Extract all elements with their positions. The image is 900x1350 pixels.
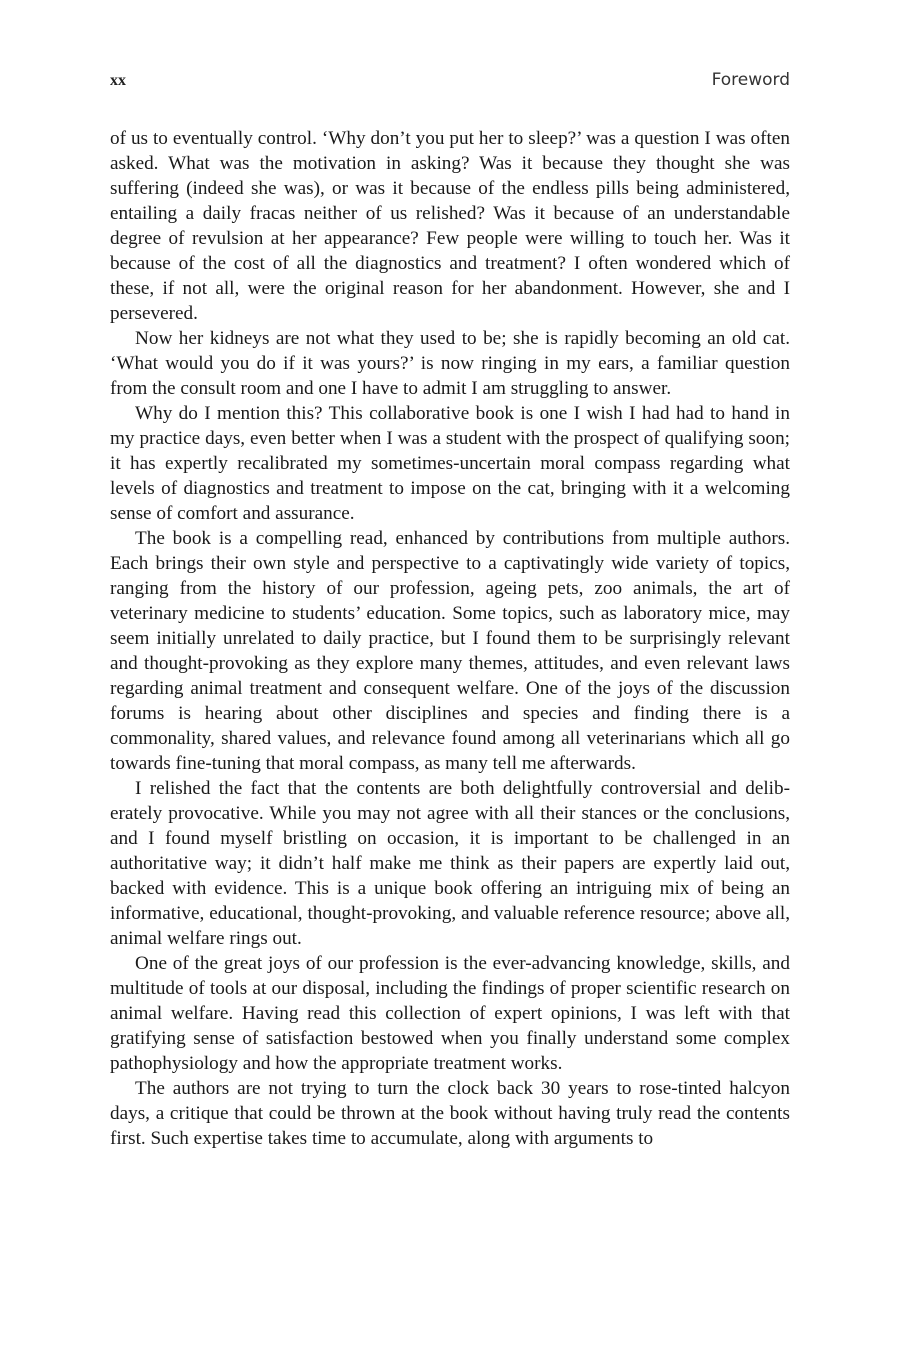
section-title: Foreword: [711, 70, 790, 90]
paragraph: The authors are not trying to turn the clock back 30 years to rose-tinted halcyon days, a critique that could be thrown at the book without having truly read the contents first. Such expertise takes time to accumulate, along with arguments to: [110, 1078, 790, 1149]
page-number: xx: [110, 72, 126, 89]
paragraph: I relished the fact that the contents are both delightfully controversial and deliberately provocative. While you may not agree with all their stances or the conclusions, and I found myself bristling on occasion, it is important to be challenged in an authoritative way; it didn’t half make me think as their papers are expertly laid out, backed with evidence. This is a unique book offering an intriguing mix of being an informative, educational, thought-provoking, and valuable reference resource; above all, animal welfare rings out.: [110, 778, 790, 949]
running-head: [110, 70, 790, 94]
paragraph: One of the great joys of our profession is the ever-advancing knowledge, skills, and multitude of tools at our disposal, including the findings of proper scientific research on animal welfare. Having read this collection of expert opinions, I was left with that gratifying sense of satisfaction bestowed when you finally understand some complex pathophysiology and how the appropriate treatment works.: [110, 953, 790, 1074]
paragraph: The book is a compelling read, enhanced by contributions from multiple authors. Each brings their own style and perspective to a captivatingly wide variety of topics, ranging from the history of our profession, ageing pets, zoo animals, the art of veterinary medicine to students’ education. Some topics, such as laboratory mice, may seem initially unrelated to daily practice, but I found them to be surprisingly relevant and thought-provoking as they explore many themes, attitudes, and even relevant laws regarding animal treatment and consequent welfare. One of the joys of the discussion forums is hearing about other disciplines and species and finding there is a commonality, shared values, and relevance found among all veterinarians which all go towards fine-tuning that moral compass, as many tell me afterwards.: [110, 528, 790, 774]
paragraph: Now her kidneys are not what they used to be; she is rapidly becoming an old cat. ‘What would you do if it was yours?’ is now ringing in my ears, a familiar question from the consult room and one I have to admit I am struggling to answer.: [110, 328, 790, 399]
paragraph: Why do I mention this? This collaborative book is one I wish I had had to hand in my practice days, even better when I was a student with the prospect of qualifying soon; it has expertly recalibrated my sometimes-uncertain moral compass regarding what levels of diagnostics and treatment to impose on the cat, bringing with it a welcoming sense of comfort and assurance.: [110, 403, 790, 524]
paragraph: of us to eventually control. ‘Why don’t you put her to sleep?’ was a question I was often asked. What was the motivation in asking? Was it because they thought she was suffering (indeed she was), or was it because of the endless pills being administered, entailing a daily fracas neither of us relished? Was it because of an understandable degree of revulsion at her appearance? Few people were willing to touch her. Was it because of the cost of all the diagnostics and treatment? I often wondered which of these, if not all, were the original reason for her abandonment. However, she and I persevered.: [110, 128, 790, 324]
body-text: [110, 126, 790, 1151]
